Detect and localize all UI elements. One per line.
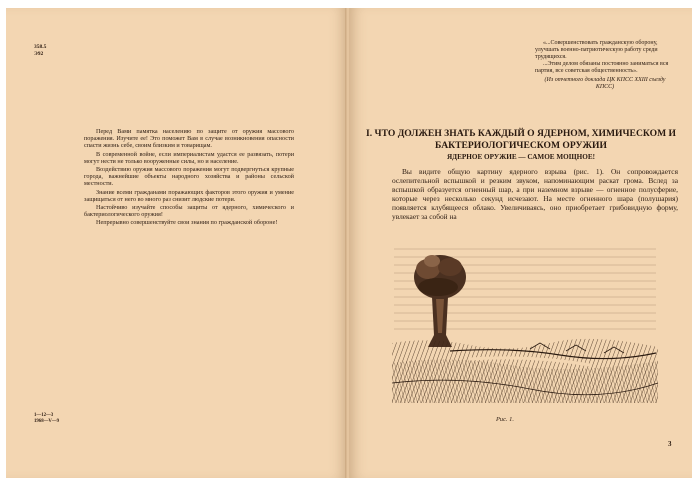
mushroom-stem — [428, 297, 452, 347]
print-code — [34, 413, 59, 425]
intro-paragraph: Настойчиво изучайте способы защиты от ядерного, химического и бактериологического оружия! — [84, 204, 294, 219]
epigraph — [535, 40, 675, 91]
mushroom-cap — [414, 255, 466, 299]
section-title: I. ЧТО ДОЛЖЕН ЗНАТЬ КАЖДЫЙ О ЯДЕРНОМ, ХИМИЧЕСКОМ И БАКТЕРИОЛОГИЧЕСКОМ ОРУЖИИ — [366, 128, 676, 151]
page-number: 3 — [668, 440, 672, 448]
print-code-line: 1968—V—9 — [34, 419, 60, 424]
section-subtitle: ЯДЕРНОЕ ОРУЖИЕ — САМОЕ МОЩНОЕ! — [446, 153, 596, 161]
figure-caption: Рис. 1. — [496, 416, 514, 423]
intro-text — [84, 128, 294, 228]
udc-line: Э92 — [34, 51, 44, 57]
intro-paragraph: Знание всеми гражданами поражающих факторов этого оружия и умение защищаться от него во много раз снизит людские потери. — [84, 188, 294, 203]
intro-paragraph: В современной войне, если империалистам удастся ее развязать, потери могут нести не только вооруженные силы, но и население. — [84, 150, 294, 165]
epigraph-source: (Из отчетного доклада ЦК КПСС XXIII съезду КПСС) — [544, 77, 666, 90]
udc-code — [34, 44, 46, 58]
body-paragraph: Вы видите общую картину ядерного взрыва (рис. 1). Он сопровождается ослепительной вспышкой и резким звуком, напоминающим раскат грома. Вслед за вспышкой образуется огненный шар, а при наземном взрыве — огненное полусферие, которые через несколько секунд исчезают. На месте огненного шара (полушария) появляется клубящееся облако. Увеличиваясь, оно приобретает грибовидную форму, увлекает за собой на — [392, 167, 678, 221]
body-text — [392, 168, 678, 221]
mushroom-cloud-illustration — [390, 243, 660, 405]
intro-paragraph: Перед Вами памятка населению по защите от оружия массового поражения. Изучите ее! Это поможет Вам в случае возникновения опасности спасти жизнь себе, своим близким и товарищам. — [84, 128, 294, 150]
ground-terrain — [392, 339, 658, 403]
left-page — [6, 8, 346, 478]
udc-line: 358.5 — [34, 44, 47, 50]
intro-paragraph: Непрерывно совершенствуйте свои знания по гражданской обороне! — [96, 219, 278, 227]
epigraph-line: «...Совершенствовать гражданскую оборону, улучшать военно-патриотическую работу среди трудящихся. — [535, 40, 658, 60]
print-code-line: 1—12—3 — [34, 413, 54, 418]
epigraph-line: ...Этим делом обязаны постоянно заниматься вся партия, все советская общественность». — [535, 61, 669, 74]
intro-paragraph: Воздействию оружия массового поражения могут подвергнуться крупные города, важнейшие объекты народного хозяйства и районы сельской местности. — [84, 166, 294, 188]
